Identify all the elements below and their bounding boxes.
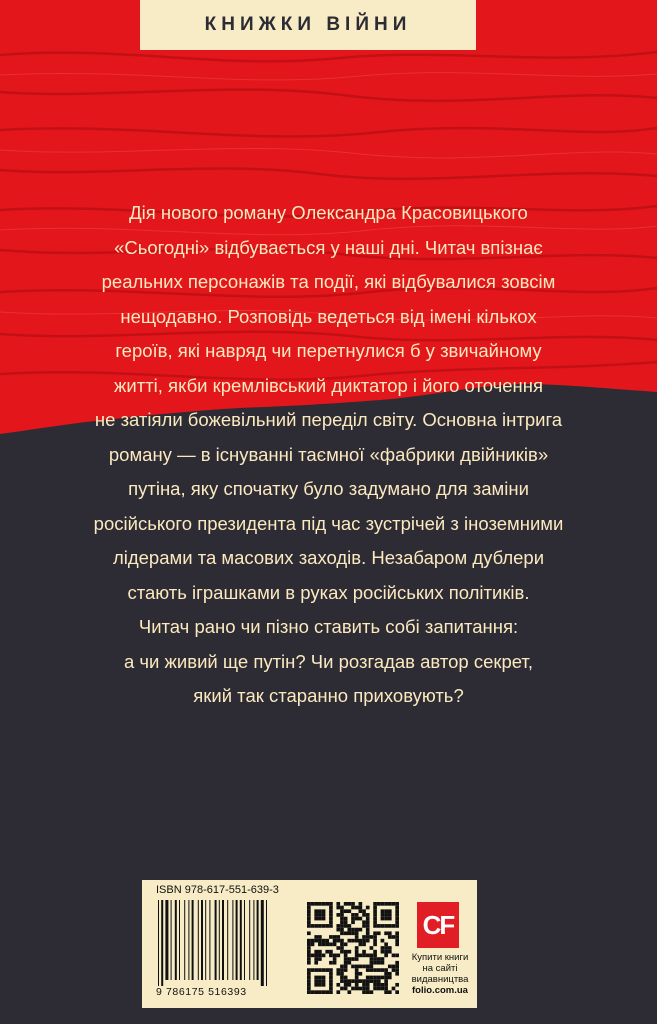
blurb-line: Дія нового роману Олександра Красовицького bbox=[129, 202, 528, 223]
series-title: КНИЖКИ ВІЙНИ bbox=[140, 0, 476, 50]
publisher-logo-icon: CF bbox=[417, 902, 459, 948]
barcode-digits: 9 786175 516393 bbox=[156, 986, 247, 998]
isbn-label: ISBN 978-617-551-639-3 bbox=[156, 884, 279, 896]
blurb-line: лідерами та масових заходів. Незабаром дублери bbox=[112, 547, 545, 568]
barcode-icon bbox=[156, 900, 296, 986]
blurb-line: який так старанно приховують? bbox=[193, 685, 464, 706]
buy-line: Купити книги bbox=[411, 952, 469, 963]
blurb-line: нещодавно. Розповідь ведеться від імені кількох bbox=[120, 305, 537, 327]
barcode-panel bbox=[142, 880, 477, 1008]
blurb-line: реальних персонажів та події, які відбувалися зовсім bbox=[101, 271, 556, 292]
blurb-line: роману — в існуванні таємної «фабрики двійників» bbox=[108, 443, 549, 465]
buy-line: на сайті bbox=[422, 963, 458, 974]
blurb-line: Читач рано чи пізно ставить собі запитання: bbox=[138, 616, 519, 637]
blurb-line: а чи живий ще путін? Чи розгадав автор секрет, bbox=[123, 650, 533, 672]
blurb-line: путіна, яку спочатку було задумано для заміни bbox=[128, 478, 529, 499]
buy-online-text bbox=[404, 952, 476, 996]
buy-line: видавництва bbox=[411, 974, 469, 985]
blurb-line: не затіяли божевільний переділ світу. Основна інтрига bbox=[94, 409, 563, 430]
publisher-site-link[interactable]: folio.com.ua bbox=[412, 985, 468, 996]
blurb-line: героїв, які навряд чи перетнулися б у звичайному bbox=[115, 340, 542, 361]
blurb-line: житті, якби кремлівський диктатор і його оточення bbox=[114, 374, 543, 396]
blurb-line: «Сьогодні» відбувається у наші дні. Читач впізнає bbox=[114, 236, 543, 258]
blurb-line: стають іграшками в руках російських політиків. bbox=[127, 581, 530, 603]
qr-code-icon[interactable] bbox=[307, 902, 399, 994]
blurb-text bbox=[30, 196, 627, 714]
blurb-line: російського президента під час зустрічей з іноземними bbox=[93, 512, 564, 534]
